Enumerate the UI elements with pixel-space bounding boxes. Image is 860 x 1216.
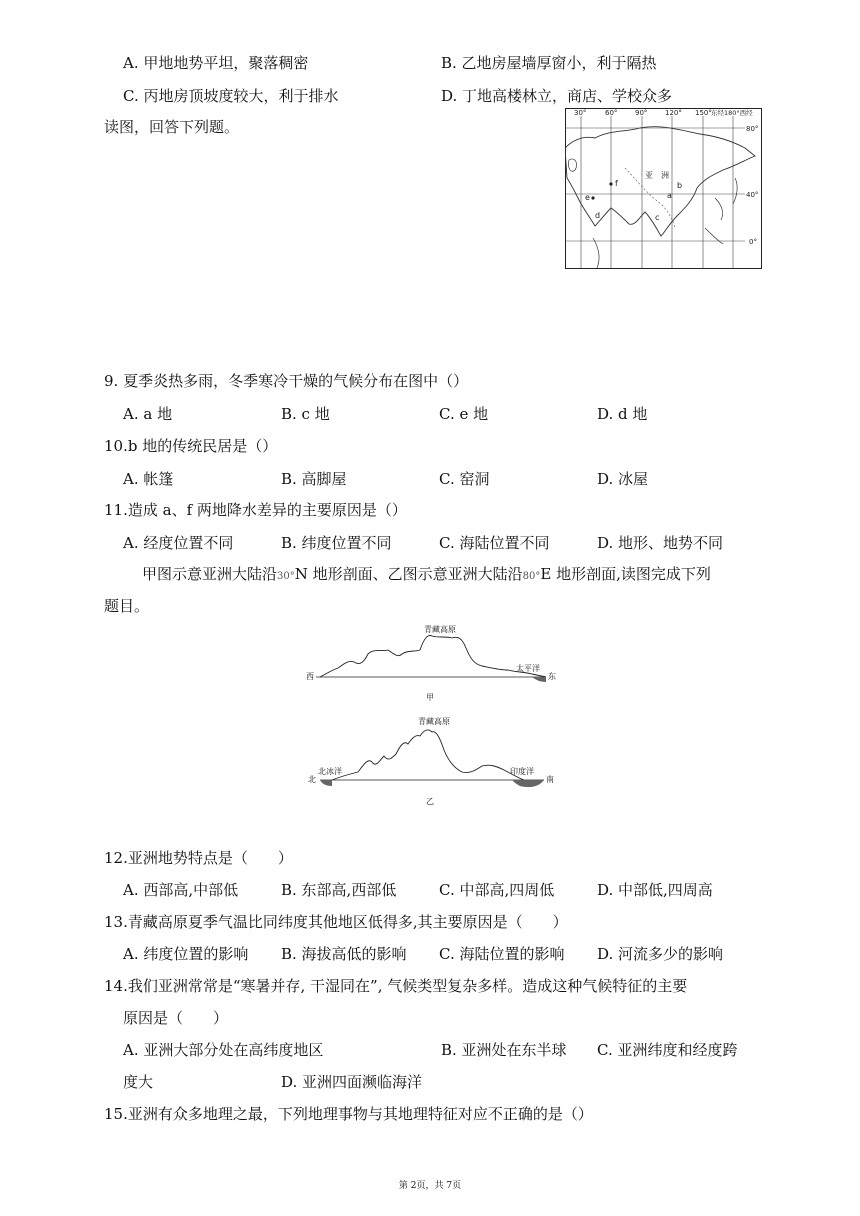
q10-option-d: D. 冰屋 [597, 470, 649, 488]
q9-option-d: D. d 地 [597, 405, 648, 423]
point-label: a [667, 191, 672, 200]
point-label: c [655, 213, 660, 222]
q10-stem: 10.b 地的传统民居是（） [104, 437, 278, 455]
profile-jia-peak: 青藏高原 [424, 625, 456, 634]
q11-option-d: D. 地形、地势不同 [597, 534, 724, 552]
q10-option-c: C. 窑洞 [439, 470, 490, 488]
q14-option-c-cont: 度大 [123, 1073, 154, 1091]
q14-option-c: C. 亚洲纬度和经度跨 [597, 1041, 738, 1059]
q9-stem: 9. 夏季炎热多雨，冬季寒冷干燥的气候分布在图中（） [104, 372, 469, 390]
map-intro: 读图，回答下列题。 [104, 118, 240, 136]
q12-option-b: B. 东部高,西部低 [281, 881, 397, 899]
profile-yi-caption: 乙 [426, 797, 434, 806]
q8-option-a: A. 甲地地势平坦，聚落稠密 [123, 54, 309, 72]
q11-option-c: C. 海陆位置不同 [439, 534, 550, 552]
profile-intro-line2: 题目。 [104, 597, 150, 615]
lon-label: 60° [605, 109, 618, 117]
q13-option-a: A. 纬度位置的影响 [123, 945, 249, 963]
q11-stem: 11.造成 a、f 两地降水差异的主要原因是（） [104, 501, 407, 519]
q9-option-a: A. a 地 [123, 405, 173, 423]
profile-jia-ocean: 太平洋 [516, 664, 540, 673]
profile-jia [302, 624, 564, 706]
point-label: d [595, 211, 601, 220]
profile-yi-south: 南 [546, 775, 554, 784]
region-label: 亚 洲 [645, 171, 669, 180]
page-footer: 第 2页，共 7页 [398, 1181, 462, 1191]
lat-label: 80° [746, 125, 759, 133]
q8-option-d: D. 丁地高楼林立，商店、学校众多 [441, 87, 673, 105]
q14-option-a: A. 亚洲大部分处在高纬度地区 [123, 1041, 324, 1059]
q14-stem-line2: 原因是（ ） [123, 1009, 229, 1027]
profile-yi [306, 716, 558, 808]
q12-option-d: D. 中部低,四周高 [597, 881, 713, 899]
q14-option-b: B. 亚洲处在东半球 [441, 1041, 567, 1059]
q12-stem: 12.亚洲地势特点是（ ） [104, 849, 293, 867]
profile-yi-ocean-south: 印度洋 [510, 767, 534, 776]
profile-yi-peak: 青藏高原 [418, 717, 450, 726]
q13-option-b: B. 海拔高低的影响 [281, 945, 407, 963]
profile-jia-west: 西 [306, 672, 314, 681]
q13-stem: 13.青藏高原夏季气温比同纬度其他地区低得多,其主要原因是（ ） [104, 913, 568, 931]
point-label: e [585, 193, 590, 202]
q12-option-c: C. 中部高,四周低 [439, 881, 555, 899]
profile-intro-line1: 甲图示意亚洲大陆沿30°N 地形剖面、乙图示意亚洲大陆沿80°E 地形剖面,读图完成下列 [142, 565, 711, 583]
point-label: f [615, 179, 618, 188]
q10-option-a: A. 帐篷 [123, 470, 174, 488]
q11-option-b: B. 纬度位置不同 [281, 534, 392, 552]
lon-label: 120° [665, 109, 682, 117]
q11-option-a: A. 经度位置不同 [123, 534, 234, 552]
q10-option-b: B. 高脚屋 [281, 470, 347, 488]
q9-option-c: C. e 地 [439, 405, 489, 423]
q15-stem: 15.亚洲有众多地理之最，下列地理事物与其地理特征对应不正确的是（） [104, 1105, 593, 1123]
lon-label: 90° [635, 109, 648, 117]
q12-option-a: A. 西部高,中部低 [123, 881, 239, 899]
q8-option-c: C. 丙地房顶坡度较大，利于排水 [123, 87, 339, 105]
q9-option-b: B. c 地 [281, 405, 330, 423]
profile-jia-caption: 甲 [426, 693, 434, 702]
lon-label: 30° [574, 109, 587, 117]
q14-stem-line1: 14.我们亚洲常常是“寒暑并存, 干湿同在”, 气候类型复杂多样。造成这种气候特征的主要 [104, 977, 688, 995]
profile-yi-ocean-north: 北冰洋 [318, 767, 342, 776]
profile-jia-east: 东 [548, 672, 556, 681]
q8-option-b: B. 乙地房屋墙厚窗小，利于隔热 [441, 54, 657, 72]
lon-label: 150° [695, 109, 712, 117]
lat-label: 0° [749, 238, 757, 246]
lon-label: 东经180°西经 [711, 109, 753, 117]
asia-map [565, 108, 762, 269]
q13-option-c: C. 海陆位置的影响 [439, 945, 565, 963]
lat-label: 40° [746, 191, 759, 199]
profile-yi-north: 北 [308, 775, 316, 784]
q13-option-d: D. 河流多少的影响 [597, 945, 724, 963]
point-label: b [677, 181, 683, 190]
q14-option-d: D. 亚洲四面濒临海洋 [281, 1073, 423, 1091]
